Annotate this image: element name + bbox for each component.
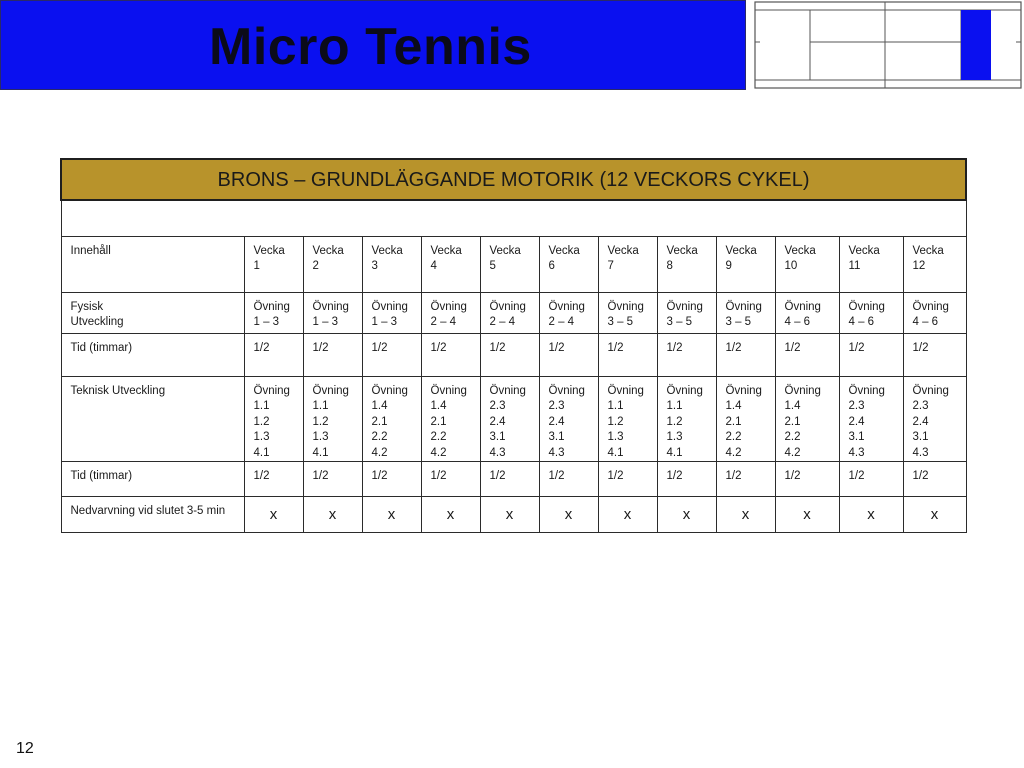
week-header-cell: Vecka 1 <box>244 236 303 292</box>
table-cell: 1/2 <box>775 462 839 497</box>
row-label: Teknisk Utveckling <box>61 376 244 462</box>
table-cell: 1/2 <box>362 333 421 376</box>
table-cell: 1/2 <box>539 333 598 376</box>
table-cell: x <box>421 497 480 533</box>
table-cell: 1/2 <box>839 333 903 376</box>
table-cell: Övning 1.1 1.2 1.3 4.1 <box>657 376 716 462</box>
table-cell: 1/2 <box>903 333 966 376</box>
table-cell: 1/2 <box>539 462 598 497</box>
table-cell: 1/2 <box>716 333 775 376</box>
table-cell: x <box>244 497 303 533</box>
training-schedule-table <box>60 158 967 533</box>
table-cell: x <box>539 497 598 533</box>
table-cell: Övning 1 – 3 <box>244 292 303 333</box>
fysisk-row <box>61 292 966 333</box>
table-cell: x <box>839 497 903 533</box>
table-cell: Övning 1.1 1.2 1.3 4.1 <box>598 376 657 462</box>
table-cell: 1/2 <box>244 462 303 497</box>
table-cell: Övning 1.1 1.2 1.3 4.1 <box>244 376 303 462</box>
table-cell: Övning 2 – 4 <box>480 292 539 333</box>
week-header-cell: Vecka 8 <box>657 236 716 292</box>
title-bar <box>0 0 746 90</box>
week-header-cell: Vecka 7 <box>598 236 657 292</box>
table-cell: Övning 2.3 2.4 3.1 4.3 <box>480 376 539 462</box>
table-cell: Övning 2.3 2.4 3.1 4.3 <box>539 376 598 462</box>
blank-row <box>61 200 966 236</box>
row-label: Tid (timmar) <box>61 462 244 497</box>
table-cell: x <box>657 497 716 533</box>
table-cell: x <box>362 497 421 533</box>
tid-row <box>61 462 966 497</box>
table-cell: 1/2 <box>303 462 362 497</box>
week-header-cell: Vecka 3 <box>362 236 421 292</box>
week-header-cell: Vecka 10 <box>775 236 839 292</box>
table-cell: 1/2 <box>303 333 362 376</box>
table-cell: 1/2 <box>598 333 657 376</box>
week-header-cell: Vecka 6 <box>539 236 598 292</box>
row-label: Innehåll <box>61 236 244 292</box>
nedvarvning-row <box>61 497 966 533</box>
table-cell: Övning 4 – 6 <box>903 292 966 333</box>
table-cell: Övning 1.4 2.1 2.2 4.2 <box>775 376 839 462</box>
row-label: Tid (timmar) <box>61 333 244 376</box>
week-header-cell: Vecka 5 <box>480 236 539 292</box>
table-cell: Övning 2.3 2.4 3.1 4.3 <box>839 376 903 462</box>
tid-row <box>61 333 966 376</box>
week-header-cell: Vecka 12 <box>903 236 966 292</box>
table-cell: Övning 1.4 2.1 2.2 4.2 <box>362 376 421 462</box>
table-cell: 1/2 <box>839 462 903 497</box>
page-number: 12 <box>16 740 34 757</box>
table-heading: BRONS – GRUNDLÄGGANDE MOTORIK (12 VECKORS CYKEL) <box>61 159 966 200</box>
week-header-cell: Vecka 9 <box>716 236 775 292</box>
table-cell: 1/2 <box>657 333 716 376</box>
week-header-row <box>61 236 966 292</box>
row-label: Nedvarvning vid slutet 3-5 min <box>61 497 244 533</box>
table-cell: 1/2 <box>657 462 716 497</box>
table-cell: Övning 2 – 4 <box>539 292 598 333</box>
training-schedule-table-container <box>60 158 965 533</box>
table-cell: Övning 1.4 2.1 2.2 4.2 <box>421 376 480 462</box>
table-cell: Övning 2.3 2.4 3.1 4.3 <box>903 376 966 462</box>
table-cell: 1/2 <box>244 333 303 376</box>
table-cell: 1/2 <box>421 462 480 497</box>
week-header-cell: Vecka 4 <box>421 236 480 292</box>
teknisk-row <box>61 376 966 462</box>
table-cell: 1/2 <box>421 333 480 376</box>
week-header-cell: Vecka 2 <box>303 236 362 292</box>
table-cell: Övning 1 – 3 <box>362 292 421 333</box>
table-cell: Övning 1 – 3 <box>303 292 362 333</box>
table-cell: Övning 4 – 6 <box>775 292 839 333</box>
slide-title: Micro Tennis <box>209 18 532 76</box>
table-cell: Övning 1.1 1.2 1.3 4.1 <box>303 376 362 462</box>
table-cell: x <box>716 497 775 533</box>
week-header-cell: Vecka 11 <box>839 236 903 292</box>
table-cell: Övning 1.4 2.1 2.2 4.2 <box>716 376 775 462</box>
tennis-court-diagram-icon <box>752 0 1024 90</box>
table-cell: 1/2 <box>903 462 966 497</box>
table-cell: 1/2 <box>775 333 839 376</box>
table-cell: x <box>480 497 539 533</box>
table-cell: 1/2 <box>480 333 539 376</box>
table-cell: x <box>598 497 657 533</box>
table-cell: x <box>903 497 966 533</box>
table-cell: 1/2 <box>598 462 657 497</box>
row-label: Fysisk Utveckling <box>61 292 244 333</box>
table-cell: 1/2 <box>716 462 775 497</box>
court-highlight <box>961 10 991 80</box>
table-cell: 1/2 <box>362 462 421 497</box>
table-cell: 1/2 <box>480 462 539 497</box>
table-cell: Övning 3 – 5 <box>598 292 657 333</box>
table-cell: x <box>775 497 839 533</box>
table-cell: Övning 4 – 6 <box>839 292 903 333</box>
table-cell: Övning 3 – 5 <box>657 292 716 333</box>
table-cell: Övning 2 – 4 <box>421 292 480 333</box>
table-cell: Övning 3 – 5 <box>716 292 775 333</box>
table-cell: x <box>303 497 362 533</box>
